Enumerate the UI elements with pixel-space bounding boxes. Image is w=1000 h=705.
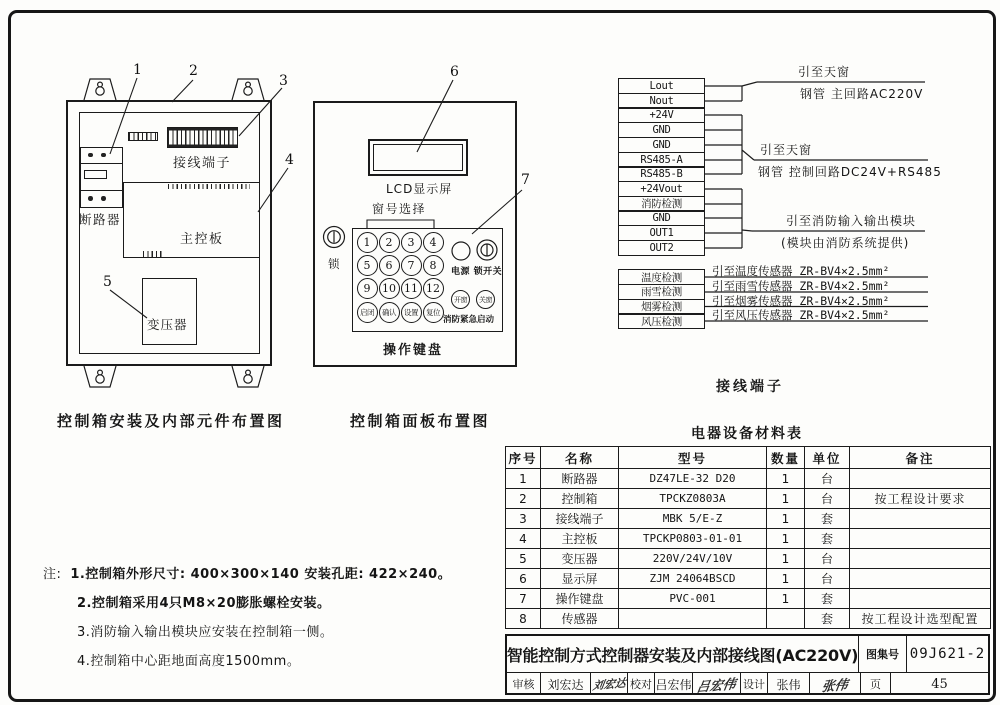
key-10: 10 bbox=[379, 278, 400, 299]
col-单位: 单位 bbox=[805, 447, 850, 469]
table-row: 7 操作键盘 PVC-001 1 套 bbox=[506, 589, 991, 609]
terminal-cell: 温度检测 bbox=[618, 269, 705, 285]
key-2: 2 bbox=[379, 232, 400, 253]
key-window-open: 开窗 bbox=[451, 290, 470, 309]
terminal-cell: GND bbox=[618, 122, 705, 138]
lock-label: 锁 bbox=[328, 257, 340, 271]
table-row: 5 变压器 220V/24V/10V 1 台 bbox=[506, 549, 991, 569]
key-window-close: 关窗 bbox=[476, 290, 495, 309]
breaker-label: 断路器 bbox=[79, 212, 122, 227]
terminal-cell: RS485-A bbox=[618, 152, 705, 168]
note-item: 1.控制箱外形尺寸: 400×300×140 安装孔距: 422×240。 bbox=[70, 567, 452, 582]
col-型号: 型号 bbox=[619, 447, 767, 469]
breaker-switch bbox=[84, 170, 107, 179]
terminal-cell: +24V bbox=[618, 107, 705, 123]
key-11: 11 bbox=[401, 278, 422, 299]
key-3: 3 bbox=[401, 232, 422, 253]
terminal-cell: GND bbox=[618, 210, 705, 226]
materials-table-title: 电器设备材料表 bbox=[691, 426, 803, 442]
table-row: 4 主控板 TPCKP0803-01-01 1 套 bbox=[506, 529, 991, 549]
key-1: 1 bbox=[357, 232, 378, 253]
ann-temp: 引至温度传感器 ZR-BV4×2.5mm² bbox=[712, 264, 890, 278]
design-signature: 张伟 bbox=[809, 673, 860, 695]
design-name: 张伟 bbox=[767, 673, 809, 695]
callout-4: 4 bbox=[285, 152, 294, 168]
key-7: 7 bbox=[401, 255, 422, 276]
key-open-close: 启闭 bbox=[357, 302, 378, 323]
window-select-label: 窗号选择 bbox=[372, 202, 427, 216]
transformer bbox=[142, 278, 197, 345]
fig2-caption: 控制箱面板布置图 bbox=[350, 412, 491, 430]
terminal-cell: GND bbox=[618, 137, 705, 153]
proof-signature: 吕宏伟 bbox=[692, 673, 740, 695]
mainboard-bottom-strip bbox=[143, 251, 163, 257]
materials-table bbox=[505, 446, 991, 629]
terminal-strip-diagram bbox=[618, 78, 705, 329]
audit-name: 刘宏达 bbox=[540, 673, 590, 695]
ann-rain: 引至雨雪传感器 ZR-BV4×2.5mm² bbox=[712, 279, 890, 293]
key-6: 6 bbox=[379, 255, 400, 276]
terminal-cell: Lout bbox=[618, 78, 705, 94]
terminal-cell-empty bbox=[618, 254, 705, 270]
ann-main-top: 引至天窗 bbox=[798, 65, 851, 79]
table-row: 3 接线端子 MBK 5/E-Z 1 套 bbox=[506, 509, 991, 529]
terminal-cell: 风压检测 bbox=[618, 313, 705, 329]
keypad-caption: 操作键盘 bbox=[383, 343, 444, 358]
table-row: 1 断路器 DZ47LE-32 D20 1 台 bbox=[506, 469, 991, 489]
mainboard-label: 主控板 bbox=[180, 232, 224, 247]
callout-2: 2 bbox=[189, 63, 198, 79]
key-4: 4 bbox=[423, 232, 444, 253]
transformer-label: 变压器 bbox=[147, 317, 188, 332]
key-set: 设置 bbox=[401, 302, 422, 323]
atlas-number-label: 图集号 bbox=[858, 636, 906, 672]
key-reset: 复位 bbox=[423, 302, 444, 323]
callout-1: 1 bbox=[133, 62, 142, 78]
note-item: 2.控制箱采用4只M8×20膨胀螺栓安装。 bbox=[77, 596, 331, 611]
notes-prefix: 注: bbox=[43, 567, 62, 582]
table-row: 2 控制箱 TPCKZ0803A 1 台 按工程设计要求 bbox=[506, 489, 991, 509]
terminal-cell: 雨雪检测 bbox=[618, 284, 705, 300]
ann-wind: 引至风压传感器 ZR-BV4×2.5mm² bbox=[712, 308, 890, 322]
terminals-caption: 接线端子 bbox=[716, 379, 784, 395]
col-名称: 名称 bbox=[541, 447, 619, 469]
proof-label: 校对 bbox=[627, 673, 654, 695]
callout-5: 5 bbox=[103, 274, 112, 290]
note-item: 4.控制箱中心距地面高度1500mm。 bbox=[77, 654, 301, 669]
table-header-row bbox=[506, 447, 991, 469]
ann-ctrl-bottom: 钢管 控制回路DC24V+RS485 bbox=[758, 165, 942, 179]
atlas-number: 09J621-2 bbox=[906, 636, 988, 672]
proof-name: 吕宏伟 bbox=[654, 673, 692, 695]
key-confirm: 确认 bbox=[379, 302, 400, 323]
key-12: 12 bbox=[423, 278, 444, 299]
terminal-cell: +24Vout bbox=[618, 181, 705, 197]
terminal-block-label: 接线端子 bbox=[173, 156, 232, 171]
ann-main-bottom: 钢管 主回路AC220V bbox=[800, 87, 924, 101]
key-8: 8 bbox=[423, 255, 444, 276]
terminal-cell: 消防检测 bbox=[618, 196, 705, 212]
lcd-screen-inner bbox=[373, 144, 463, 171]
col-数量: 数量 bbox=[767, 447, 805, 469]
table-row: 6 显示屏 ZJM 24064BSCD 1 台 bbox=[506, 569, 991, 589]
page-label: 页 bbox=[860, 673, 890, 695]
callout-3: 3 bbox=[279, 73, 288, 89]
ann-fire-top: 引至消防输入输出模块 bbox=[786, 214, 917, 228]
fire-start-label: 消防紧急启动 bbox=[443, 315, 495, 325]
table-row: 8 传感器 套 按工程设计选型配置 bbox=[506, 609, 991, 629]
design-label: 设计 bbox=[740, 673, 767, 695]
audit-signature: 刘宏达 bbox=[590, 673, 627, 695]
lcd-label: LCD显示屏 bbox=[386, 182, 453, 196]
note-item: 3.消防输入输出模块应安装在控制箱一侧。 bbox=[77, 625, 334, 640]
callout-6: 6 bbox=[450, 64, 459, 80]
col-备注: 备注 bbox=[850, 447, 991, 469]
page-number: 45 bbox=[890, 673, 988, 695]
terminal-cell: RS485-B bbox=[618, 166, 705, 182]
ann-ctrl-top: 引至天窗 bbox=[760, 143, 813, 157]
terminal-cell: OUT1 bbox=[618, 225, 705, 241]
notes bbox=[43, 560, 451, 676]
power-lock-label: 电源 锁开关 bbox=[451, 267, 503, 277]
terminal-strip-large bbox=[167, 127, 238, 148]
audit-label: 审核 bbox=[512, 678, 535, 691]
fig1-caption: 控制箱安装及内部元件布置图 bbox=[57, 412, 285, 430]
ann-smoke: 引至烟雾传感器 ZR-BV4×2.5mm² bbox=[712, 293, 890, 308]
key-9: 9 bbox=[357, 278, 378, 299]
sheet-title: 智能控制方式控制器安装及内部接线图(AC220V) bbox=[506, 645, 859, 665]
title-block bbox=[505, 634, 990, 695]
callout-7: 7 bbox=[521, 172, 530, 188]
terminal-cell: 烟雾检测 bbox=[618, 299, 705, 315]
circuit-breaker bbox=[80, 147, 123, 208]
terminal-cell: Nout bbox=[618, 93, 705, 109]
col-序号: 序号 bbox=[506, 447, 541, 469]
terminal-cell: OUT2 bbox=[618, 240, 705, 256]
terminal-strip-small bbox=[128, 132, 158, 141]
key-5: 5 bbox=[357, 255, 378, 276]
mainboard-top-strip bbox=[168, 184, 250, 189]
ann-fire-bottom: (模块由消防系统提供) bbox=[781, 236, 910, 250]
